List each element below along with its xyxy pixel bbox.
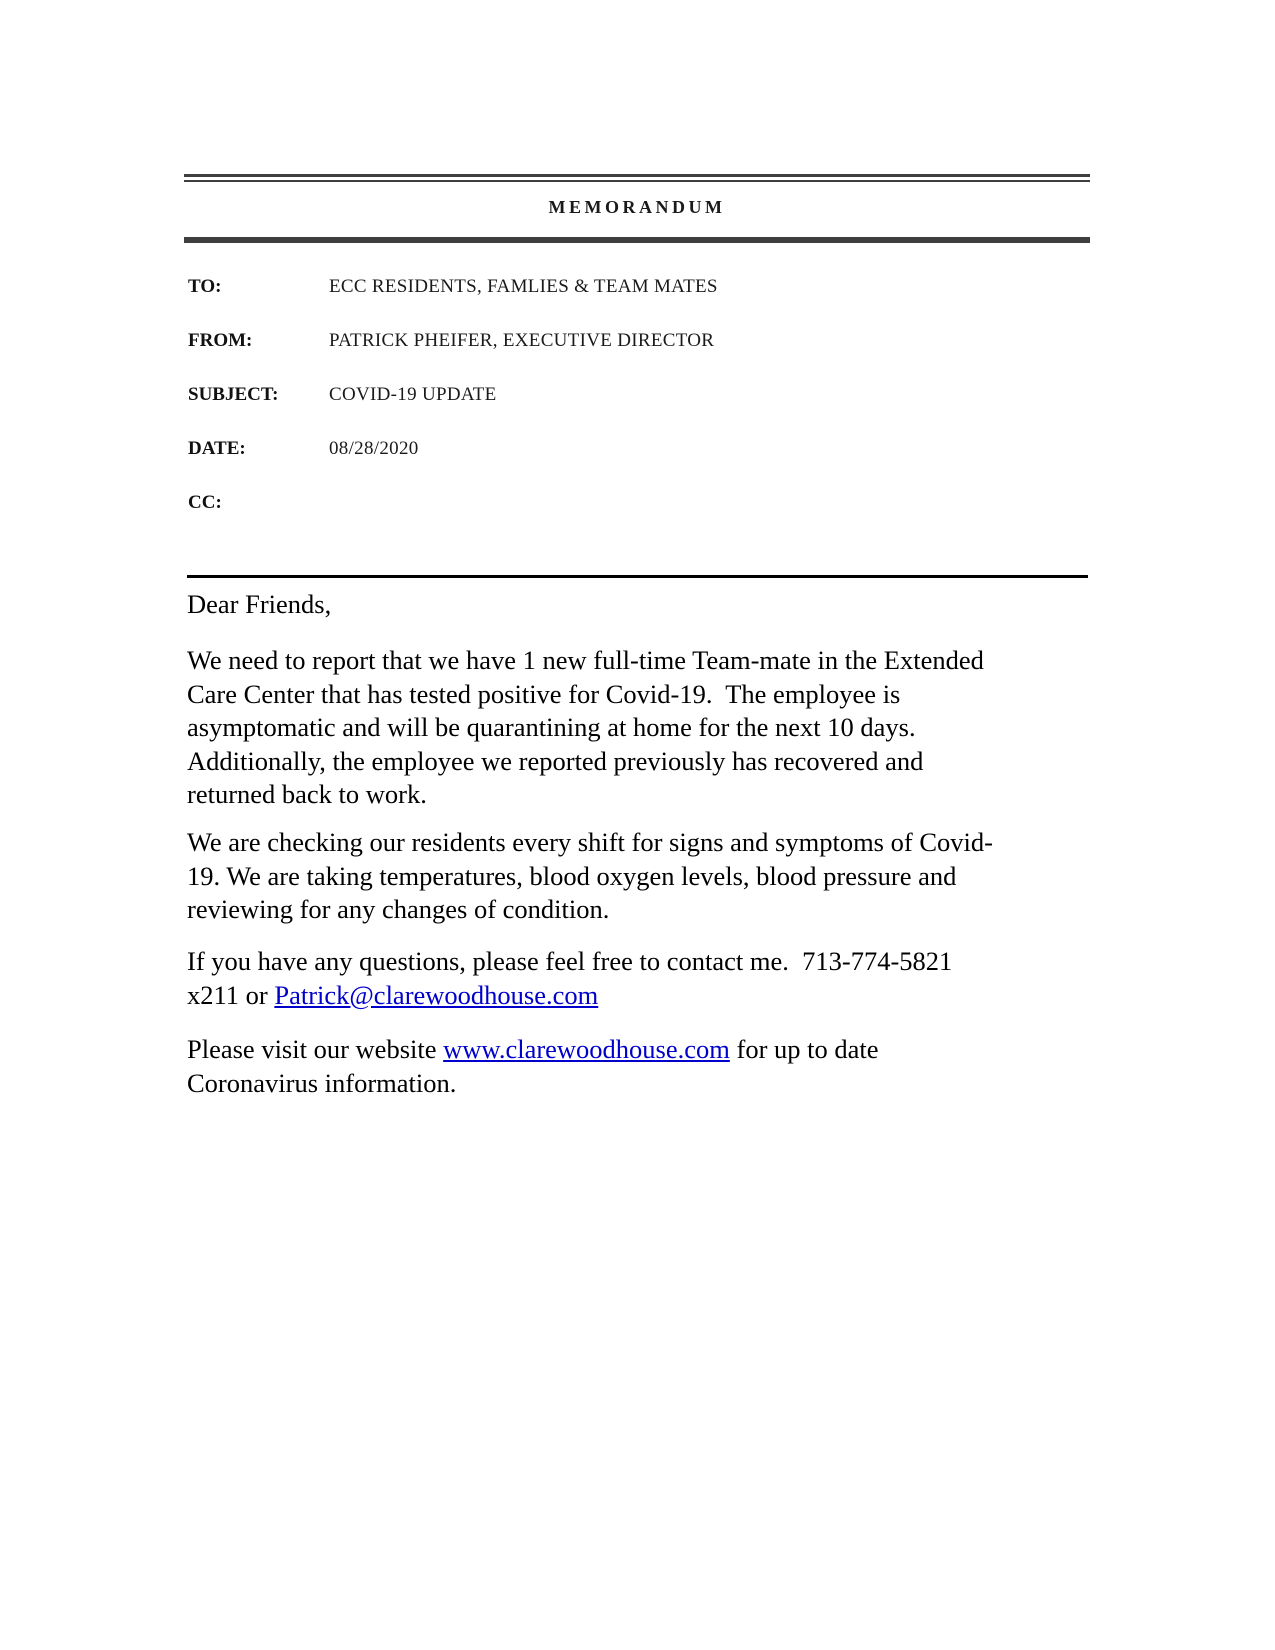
subject-label: SUBJECT: — [188, 384, 279, 405]
paragraph-line: If you have any questions, please feel free to contact me. 713-774-5821 — [187, 946, 953, 976]
salutation: Dear Friends, — [187, 589, 332, 619]
to-value: ECC RESIDENTS, FAMLIES & TEAM MATES — [329, 276, 718, 297]
top-double-rule-upper — [184, 174, 1090, 177]
paragraph-new-case — [187, 644, 984, 812]
paragraph-line: 19. We are taking temperatures, blood oxygen levels, blood pressure and — [187, 860, 957, 891]
website-prefix: Please visit our website — [187, 1034, 444, 1064]
to-label: TO: — [188, 276, 222, 297]
top-double-rule-lower — [184, 180, 1090, 182]
paragraph-line — [187, 979, 952, 1013]
cc-label: CC: — [188, 492, 222, 513]
from-label: FROM: — [188, 330, 253, 351]
website-suffix: for up to date — [729, 1034, 879, 1064]
paragraph-contact — [187, 945, 952, 1012]
paragraph-website — [187, 1033, 879, 1100]
paragraph-line: asymptomatic and will be quarantining at home for the next 10 days. — [187, 712, 916, 742]
paragraph-checking — [187, 826, 993, 927]
paragraph-line: returned back to work. — [187, 779, 427, 809]
paragraph-line: Coronavirus information. — [187, 1067, 457, 1098]
paragraph-line — [187, 1033, 879, 1067]
paragraph-line: We need to report that we have 1 new full-time Team-mate in the Extended — [187, 645, 984, 675]
memo-title: MEMORANDUM — [548, 197, 726, 217]
subject-value: COVID-19 UPDATE — [329, 384, 497, 405]
paragraph-line: Additionally, the employee we reported previously has recovered and — [187, 745, 924, 776]
website-link[interactable]: www.clarewoodhouse.com — [443, 1034, 730, 1064]
date-value: 08/28/2020 — [329, 438, 419, 459]
date-label: DATE: — [188, 438, 246, 459]
title-thick-rule — [184, 237, 1090, 243]
header-separator-rule — [187, 575, 1088, 578]
paragraph-line: Care Center that has tested positive for Covid-19. The employee is — [187, 678, 901, 709]
paragraph-line: reviewing for any changes of condition. — [187, 894, 610, 924]
from-value: PATRICK PHEIFER, EXECUTIVE DIRECTOR — [329, 330, 715, 351]
email-link[interactable]: Patrick@clarewoodhouse.com — [274, 979, 599, 1010]
paragraph-line: We are checking our residents every shift for signs and symptoms of Covid- — [187, 827, 993, 857]
contact-prefix: x211 or — [187, 979, 275, 1010]
